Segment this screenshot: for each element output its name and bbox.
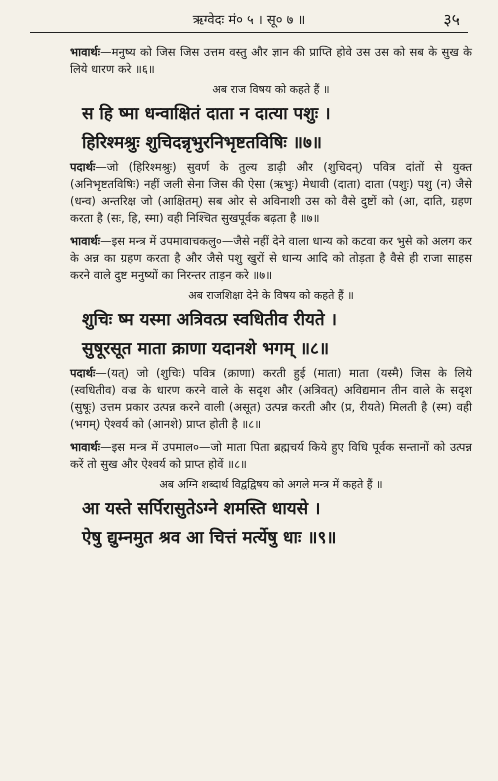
page-header xyxy=(0,8,498,30)
padartha-7: पदार्थः—जो (हिरिश्मश्रुः) सुवर्ण के तुल्य डाढ़ी और (शुचिदन्) पवित्र दांतों से युक्त (अनिभृष्टतविषिः) नहीं जली सेना जिस की ऐसा (ऋभुः) मेधावी (दाता) दाता (पशुः) पशु (न) जैसे (धन्व) अन्तरिक्ष जो (आक्षितम्) सब ओर से अविनाशी उस को वैसे दुष्टों को (आ, दाति, ग्रहण करता है (सः, हि, स्मा) वही निश्चित सुखपूर्वक बढ़ता है ॥७॥ xyxy=(70,160,472,225)
mantra-line: शुचिः ष्म यस्मा अत्रिवत्प्र स्वधितीव रीयते । xyxy=(82,310,337,330)
paragraph-label: भावार्थः xyxy=(70,45,101,59)
paragraph-text: जो (हिरिश्मश्रुः) सुवर्ण के तुल्य डाढ़ी और (शुचिदन्) पवित्र दांतों से युक्त (अनिभृष्टतविषिः) नहीं जली सेना जिस की ऐसा (ऋभुः) मेधावी (दाता) दाता (पशुः) पशु (न) जैसे (धन्व) अन्तरिक्ष जो (आक्षितम्) सब ओर से अविनाशी उस को वैसे दुष्टों को (आ, दाति, ग्रहण करता है (सः, हि, स्मा) वही निश्चित सुखपूर्वक बढ़ता है ॥७॥ xyxy=(70,160,472,225)
paragraph-text: मनुष्य को जिस जिस उत्तम वस्तु और ज्ञान की प्राप्ति होवे उस उस को सब के सुख के लिये धारण करे ॥६॥ xyxy=(70,45,472,76)
section-heading: अब राज विषय को कहते हैं ॥ xyxy=(212,83,330,96)
mantra-line: हिरिश्मश्रुः शुचिदन्नृभुरनिभृष्टतविषिः ॥७॥ xyxy=(82,133,322,153)
page-number: ३५ xyxy=(443,10,460,29)
section-heading: अब अग्नि शब्दार्थ विद्वद्विषय को अगले मन्त्र में कहते हैं ॥ xyxy=(159,478,383,491)
paragraph-text: (यत्) जो (शुचिः) पवित्र (क्राणा) करती हुई (माता) माता (यस्मै) जिस के लिये (स्वधितीव) वज्र के धारण करने वाले के सदृश और (अत्रिवत्) अविद्यमान तीन वाले के सदृश (सुषूः) उत्तम प्रकार उत्पन्न करने वाली (असूत) उत्पन्न करती और (प्र, रीयते) मिलती है (स्म) वही (भगम्) ऐश्वर्य को (आनशे) प्राप्त होती है ॥८॥ xyxy=(70,366,472,431)
paragraph-text: इस मन्त्र में उपमावाचकलु०—जैसे नहीं देने वाला धान्य को कटवा कर भुसे को अलग कर के अन्न का ग्रहण करता है और जैसे पशु खुरों से धान्य आदि को तोड़ता है वैसे ही राजा साहस करने वाले दुष्ट मनुष्यों का निरन्तर ताड़न करे ॥७॥ xyxy=(70,234,472,282)
paragraph-text: इस मन्त्र में उपमाल०—जो माता पिता ब्रह्मचर्य किये हुए विधि पूर्वक सन्तानों को उत्पन्न करें तो सुख और ऐश्वर्य को प्राप्त होवें ॥८॥ xyxy=(70,440,472,471)
section-heading: अब राजशिक्षा देने के विषय को कहते हैं ॥ xyxy=(188,289,354,302)
padartha-8: पदार्थः—(यत्) जो (शुचिः) पवित्र (क्राणा) करती हुई (माता) माता (यस्मै) जिस के लिये (स्वधितीव) वज्र के धारण करने वाले के सदृश और (अत्रिवत्) अविद्यमान तीन वाले के सदृश (सुषूः) उत्तम प्रकार उत्पन्न करने वाली (असूत) उत्पन्न करती और (प्र, रीयते) मिलती है (स्म) वही (भगम्) ऐश्वर्य को (आनशे) प्राप्त होती है ॥८॥ xyxy=(70,366,472,431)
paragraph-label: पदार्थः xyxy=(70,160,96,174)
page-body xyxy=(70,44,472,554)
header-rule xyxy=(30,32,468,33)
paragraph-label: पदार्थः xyxy=(70,366,96,380)
bhavartha-8: भावार्थः—इस मन्त्र में उपमाल०—जो माता पिता ब्रह्मचर्य किये हुए विधि पूर्वक सन्तानों को उत्पन्न करें तो सुख और ऐश्वर्य को प्राप्त होवें ॥८॥ xyxy=(70,440,472,471)
mantra-line: ऐषु द्युम्नमुत श्रव आ चित्तं मर्त्येषु धाः ॥९॥ xyxy=(82,528,337,548)
mantra-line: सुषूरसूत माता क्राणा यदानशे भगम् ॥८॥ xyxy=(82,339,330,359)
running-head: ऋग्वेदः मं० ५ । सू० ७ ॥ xyxy=(192,13,306,28)
bhavartha-6: भावार्थः—मनुष्य को जिस जिस उत्तम वस्तु और ज्ञान की प्राप्ति होवे उस उस को सब के सुख के लिये धारण करे ॥६॥ xyxy=(70,45,472,76)
mantra-line: आ यस्ते सर्पिरासुतेऽग्ने शमस्ति धायसे । xyxy=(82,499,321,519)
bhavartha-7: भावार्थः—इस मन्त्र में उपमावाचकलु०—जैसे नहीं देने वाला धान्य को कटवा कर भुसे को अलग कर के अन्न का ग्रहण करता है और जैसे पशु खुरों से धान्य आदि को तोड़ता है वैसे ही राजा साहस करने वाले दुष्ट मनुष्यों का निरन्तर ताड़न करे ॥७॥ xyxy=(70,234,472,282)
paragraph-label: भावार्थः xyxy=(70,440,101,454)
paragraph-label: भावार्थः xyxy=(70,234,101,248)
mantra-line: स हि ष्मा धन्वाक्षितं दाता न दात्या पशुः । xyxy=(82,104,331,124)
